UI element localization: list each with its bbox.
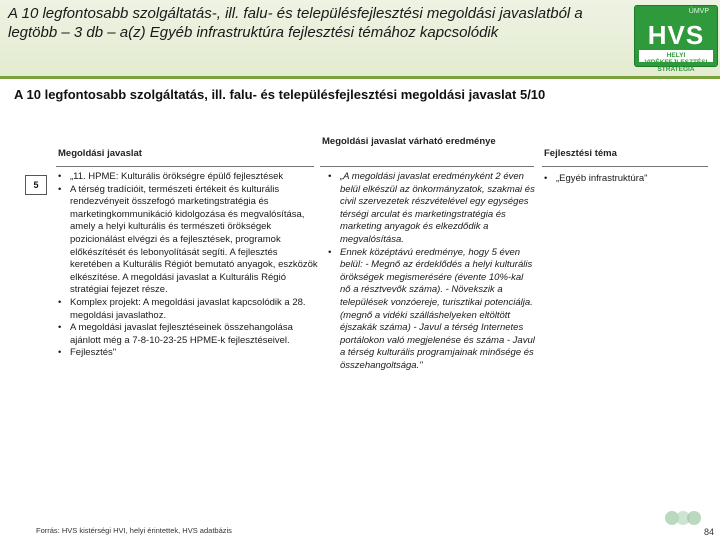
logo-main-text: HVS [647, 20, 705, 50]
logo-small-text: ÚMVP [688, 8, 709, 15]
proposal-item: • Fejlesztés" [56, 347, 318, 360]
expected-item: • „A megoldási javaslat eredményként 2 éven belül elkészül az önkormányzatok, szakmai és civil szervezetek részvételével egy egységes térségi arculat és marketingstratégia és marketing anyagok és elkezdődik a megvalósítása. [326, 171, 536, 247]
topic-list [542, 173, 712, 186]
proposal-item: • A megoldási javaslat fejlesztéseinek összehangolása ajánlott még a 7-8-10-23-25 HPME-k fejlesztéseivel. [56, 322, 318, 347]
column-rule-topic [542, 166, 708, 167]
column-header-expected: Megoldási javaslat várható eredménye [322, 136, 496, 147]
hvs-logo [634, 5, 718, 73]
page-number: 84 [704, 527, 715, 537]
column-rule-proposal [56, 166, 314, 167]
proposal-item: • Komplex projekt: A megoldási javaslat kapcsolódik a 28. megoldási javaslathoz. [56, 297, 318, 322]
header-banner [0, 0, 720, 76]
expected-item: • Ennek középtávú eredménye, hogy 5 éven belül: - Megnő az érdeklődés a helyi kulturális örökségek megismerésére (évente 10%-kal nő a résztvevők száma). - Növekszik a települések vonzóereje, turisztikai potenciálja. (megnő a vidéki szálláshelyeken eltöltött éjszakák száma) - Javul a térség Internetes portálokon való megjelenése és száma - Javul a térség kulturális programjainak minősége és összehangoltsága." [326, 247, 536, 373]
column-header-proposal: Megoldási javaslat [58, 148, 142, 159]
source-footer: Forrás: HVS kistérségi HVI, helyi érintettek, HVS adatbázis [36, 526, 232, 535]
column-rule-expected [320, 166, 534, 167]
topic-item: • „Egyéb infrastruktúra" [542, 173, 712, 186]
footer-logo-icon [664, 508, 702, 528]
row-number: 5 [25, 175, 47, 195]
header-divider [0, 76, 720, 79]
proposal-item: • „11. HPME: Kulturális örökségre épülő fejlesztések [56, 171, 318, 184]
proposal-item: • A térség tradícióit, természeti értékeit és kulturális rendezvényeit összefogó marketingstratégia és marketingkommunikáció kidolgozása és megvalósítása, amely a helyi kulturális és természeti örökségek pozicionálást elvégzi és a fejlesztések, programok előkészítését és lebonyolítását segíti. A fejlesztés keretében a Kulturális Régiót bemutató anyagok, eszközök elkészítése. A megoldási javaslat a Kulturális Régió stratégiai fejezet része. [56, 184, 318, 297]
expected-result-list [326, 171, 536, 373]
proposal-list [56, 171, 318, 360]
section-subtitle: A 10 legfontosabb szolgáltatás, ill. falu- és településfejlesztési megoldási javaslat 5/10 [14, 87, 546, 102]
logo-sub-text: HELYI VIDÉKFEJLESZTÉSI STRATÉGIA [644, 52, 708, 73]
column-header-topic: Fejlesztési téma [544, 148, 617, 159]
page-title: A 10 legfontosabb szolgáltatás-, ill. falu- és településfejlesztési megoldási javaslatból a legtöbb – 3 db – a(z) Egyéb infrastruktúra fejlesztési témához kapcsolódik [8, 5, 583, 41]
